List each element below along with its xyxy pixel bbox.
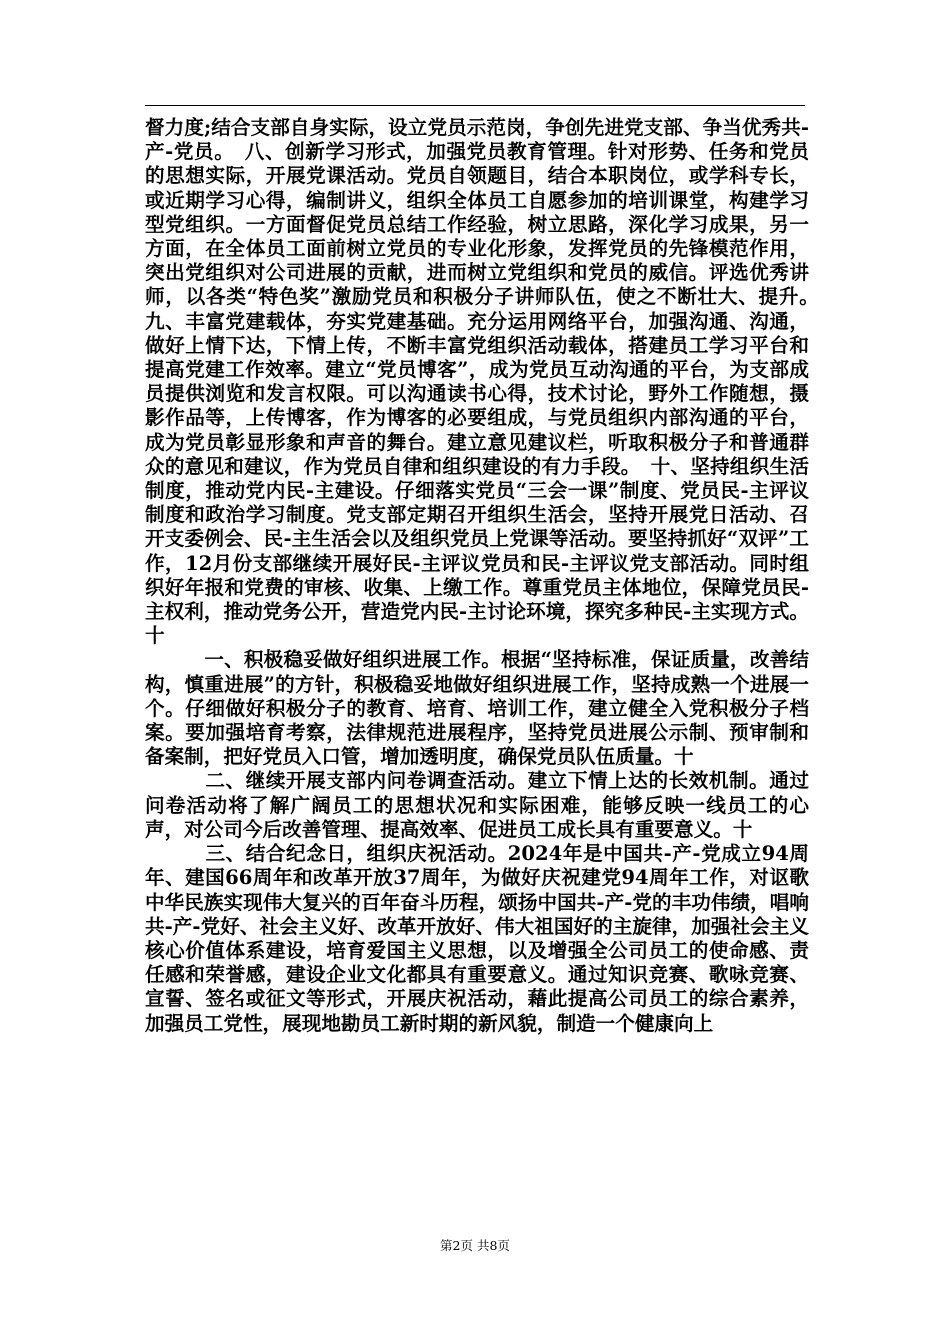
paragraph: 三、结合纪念日，组织庆祝活动。2024年是中国共-产-党成立94周年、建国66周年和改革开放37周年，为做好庆祝建党94周年工作，对讴歌中华民族实现伟大复兴的百年奋斗历程，颂扬中国共-产-党的丰功伟绩，唱响共-产-党好、社会主义好、改革开放好、伟大祖国好的主旋律，加强社会主义核心价值体系建设，培育爱国主义思想，以及增强全公司员工的使命感、责任感和荣誉感，建设企业文化都具有重要意义。通过知识竞赛、歌咏竞赛、宣誓、签名或征文等形式，开展庆祝活动，藉此提高公司员工的综合素养，加强员工党性，展现地勘员工新时期的新风貌，制造一个健康向上 — [145, 842, 809, 1035]
paragraph: 一、积极稳妥做好组织进展工作。根据“坚持标准，保证质量，改善结构，慎重进展”的方针，积极稳妥地做好组织进展工作，坚持成熟一个进展一个。仔细做好积极分子的教育、培育、培训工作，建立健全入党积极分子档案。要加强培育考察，法律规范进展程序，坚持党员进展公示制、预审制和备案制，把好党员入口管，增加透明度，确保党员队伍质量。十 — [145, 648, 809, 769]
page-number: 第2页 共8页 — [440, 1238, 510, 1253]
paragraph: 督力度;结合支部自身实际，设立党员示范岗，争创先进党支部、争当优秀共-产-党员。 八、创新学习形式，加强党员教育管理。针对形势、任务和党员的思想实际，开展党课活动。党员自领题目，结合本职岗位，或学科专长，或近期学习心得，编制讲义，组织全体员工自愿参加的培训课堂，构建学习型党组织。一方面督促党员总结工作经验，树立思路，深化学习成果，另一方面，在全体员工面前树立党员的专业化形象，发挥党员的先锋模范作用，突出党组织对公司进展的贡献，进而树立党组织和党员的威信。评选优秀讲师，以各类“特色奖”激励党员和积极分子讲师队伍，使之不断壮大、提升。 九、丰富党建载体，夯实党建基础。充分运用网络平台，加强沟通、沟通，做好上情下达，下情上传，不断丰富党组织活动载体，搭建员工学习平台和提高党建工作效率。建立“党员博客”，成为党员互动沟通的平台，为支部成员提供浏览和发言权限。可以沟通读书心得，技术讨论，野外工作随想，摄影作品等，上传博客，作为博客的必要组成，与党员组织内部沟通的平台，成为党员彰显形象和声音的舞台。建立意见建议栏，听取积极分子和普通群众的意见和建议，作为党员自律和组织建设的有力手段。 十、坚持组织生活制度，推动党内民-主建设。仔细落实党员“三会一课”制度、党员民-主评议制度和政治学习制度。党支部定期召开组织生活会，坚持开展党日活动、召开支委例会、民-主生活会以及组织党员上党课等活动。要坚持抓好“双评”工作，12月份支部继续开展好民-主评议党员和民-主评议党支部活动。同时组织好年报和党费的审核、收集、上缴工作。尊重党员主体地位，保障党员民-主权利，推动党务公开，营造党内民-主讨论环境，探究多种民-主实现方式。十 — [145, 116, 829, 648]
document-body — [145, 116, 829, 1036]
paragraph: 二、继续开展支部内问卷调查活动。建立下情上达的长效机制。通过问卷活动将了解广阔员工的思想状况和实际困难，能够反映一线员工的心声，对公司今后改善管理、提高效率、促进员工成长具有重要意义。十 — [145, 769, 809, 841]
header-rule — [145, 105, 805, 106]
